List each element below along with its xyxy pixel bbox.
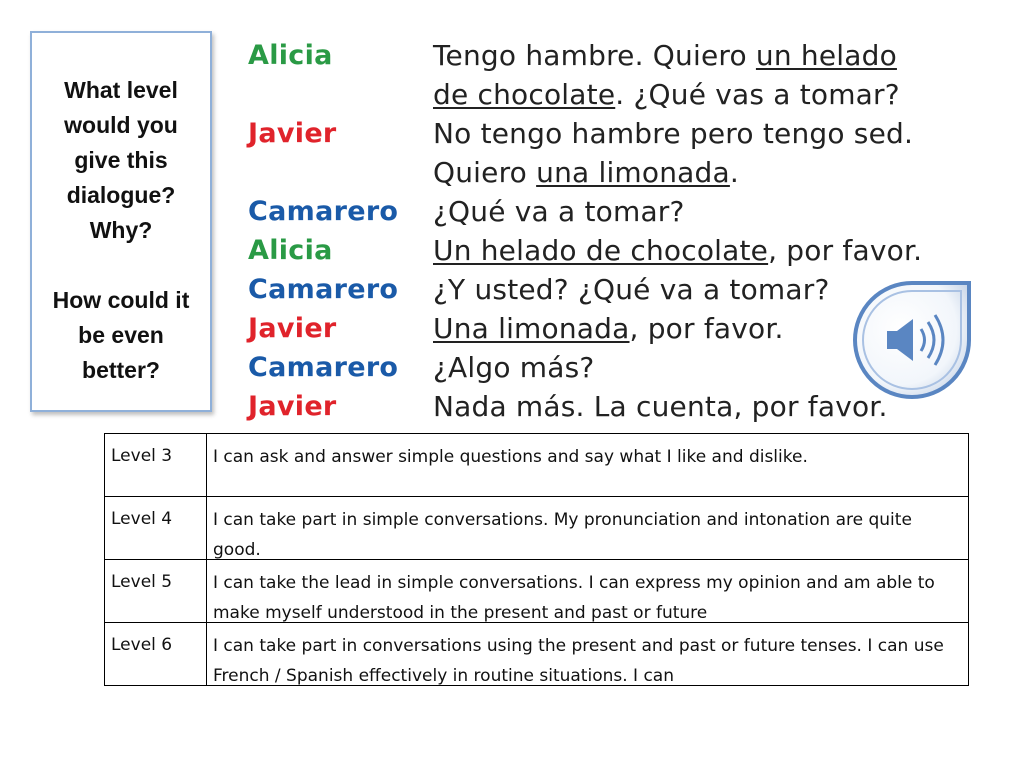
- question-line: Why?: [89, 217, 153, 243]
- question-line: What level: [64, 77, 178, 103]
- speech-text: Nada más. La cuenta, por favor.: [433, 390, 888, 423]
- question-line: give this: [74, 147, 168, 173]
- question-line: would you: [64, 112, 178, 138]
- speaker-name: Camarero: [248, 274, 399, 305]
- table-row: [105, 434, 969, 497]
- level-description: I can ask and answer simple questions and say what I like and dislike.: [207, 434, 969, 497]
- level-description: I can take part in conversations using the present and past or future tenses. I can use French / Spanish effectively in routine situations. I can: [207, 623, 969, 686]
- level-label: Level 5: [105, 560, 207, 623]
- question-line: better?: [82, 357, 160, 383]
- speaker-name: Alicia: [248, 40, 333, 71]
- speech-text: ¿Algo más?: [433, 351, 595, 384]
- speaker-name: Camarero: [248, 196, 399, 227]
- speech-text: ¿Qué va a tomar?: [433, 195, 685, 228]
- question-box: [30, 31, 212, 412]
- level-description: I can take part in simple conversations. My pronunciation and intonation are quite good.: [207, 497, 969, 560]
- speech-text: No tengo hambre pero tengo sed.: [433, 117, 914, 150]
- speaker-name: Alicia: [248, 235, 333, 266]
- level-label: Level 3: [105, 434, 207, 497]
- speaker-name: Javier: [248, 313, 337, 344]
- speech-text: ¿Y usted? ¿Qué va a tomar?: [433, 273, 830, 306]
- speech-text: Tengo hambre. Quiero un helado: [433, 39, 897, 72]
- speaker-sound-icon[interactable]: [851, 279, 973, 401]
- table-row: [105, 560, 969, 623]
- question-line: How could it: [52, 287, 190, 313]
- level-label: Level 4: [105, 497, 207, 560]
- speaker-name: Camarero: [248, 352, 399, 383]
- question-line: be even: [78, 322, 164, 348]
- levels-table: [104, 433, 969, 686]
- speech-text: Un helado de chocolate, por favor.: [433, 234, 923, 267]
- speaker-name: Javier: [248, 391, 337, 422]
- table-row: [105, 497, 969, 560]
- speaker-name: Javier: [248, 118, 337, 149]
- speech-text: Una limonada, por favor.: [433, 312, 784, 345]
- level-description: I can take the lead in simple conversations. I can express my opinion and am able to make myself understood in the present and past or future: [207, 560, 969, 623]
- question-line: dialogue?: [66, 182, 176, 208]
- table-row: [105, 623, 969, 686]
- level-label: Level 6: [105, 623, 207, 686]
- speech-text: Quiero una limonada.: [433, 156, 739, 189]
- speech-text: de chocolate. ¿Qué vas a tomar?: [433, 78, 900, 111]
